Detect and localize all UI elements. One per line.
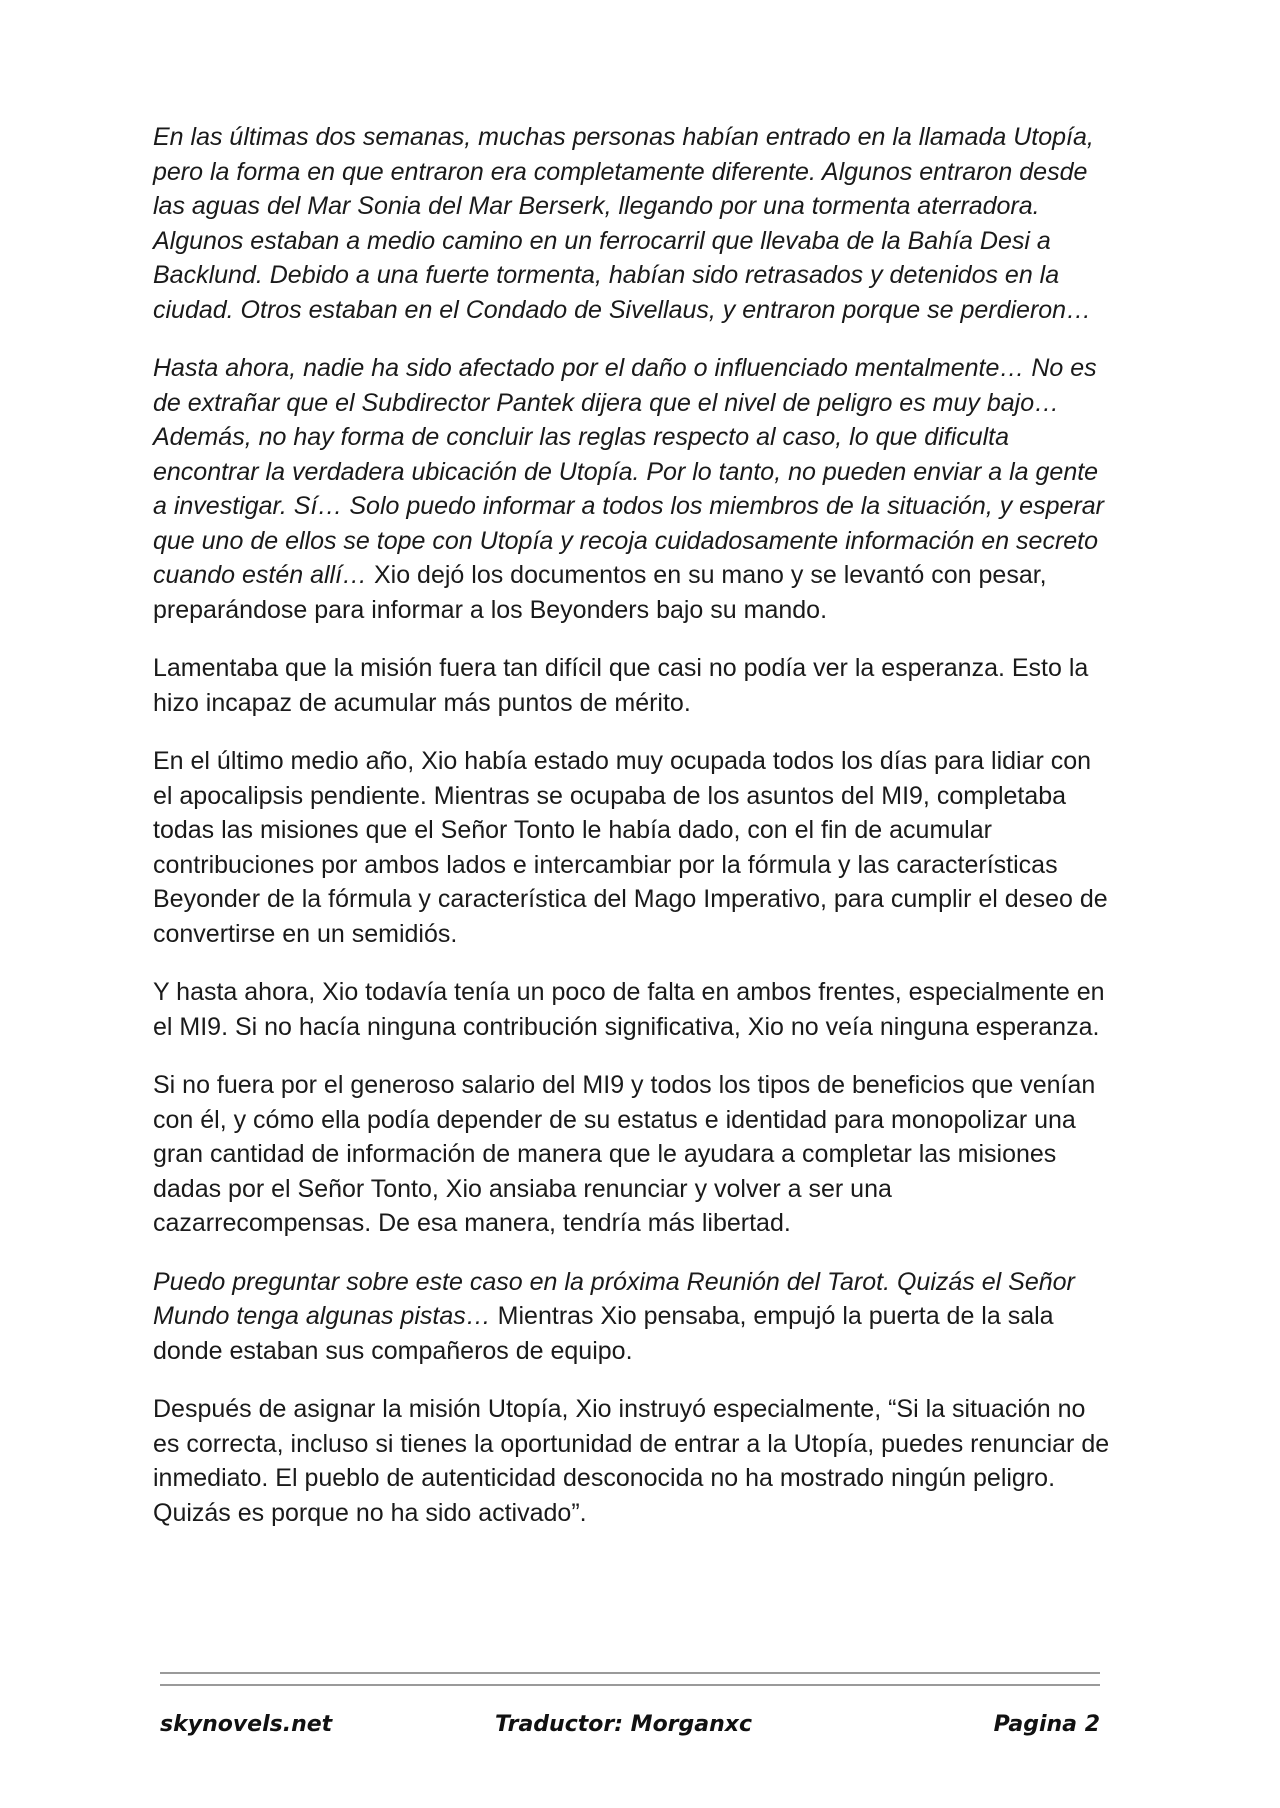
chapter-body [153,120,1113,1554]
paragraph-5 [153,975,1113,1044]
paragraph-6-text: Si no fuera por el generoso salario del MI9 y todos los tipos de beneficios que venían con él, y cómo ella podía depender de su estatus e identidad para monopolizar una gran cantidad de información de manera que le ayudara a completar las misiones dadas por el Señor Tonto, Xio ansiaba renunciar y volver a ser una cazarrecompensas. De esa manera, tendría más libertad. [153,1071,1096,1237]
paragraph-2-italic: Hasta ahora, nadie ha sido afectado por el daño o influenciado mentalmente… No es de extrañar que el Subdirector Pantek dijera que el nivel de peligro es muy bajo… Además, no hay forma de concluir las reglas respecto al caso, lo que dificulta encontrar la verdadera ubicación de Utopía. Por lo tanto, no pueden enviar a la gente a investigar. Sí… Solo puedo informar a todos los miembros de la situación, y esperar que uno de ellos se tope con Utopía y recoja cuidadosamente información en secreto cuando estén allí… [153,354,1104,589]
footer-page-number: Pagina 2 [993,1712,1100,1737]
paragraph-7 [153,1265,1113,1369]
paragraph-5-text: Y hasta ahora, Xio todavía tenía un poco de falta en ambos frentes, especialmente en el MI9. Si no hacía ninguna contribución significativa, Xio no veía ninguna esperanza. [153,978,1105,1041]
paragraph-1-italic: En las últimas dos semanas, muchas personas habían entrado en la llamada Utopía, pero la forma en que entraron era completamente diferente. Algunos entraron desde las aguas del Mar Sonia del Mar Berserk, llegando por una tormenta aterradora. Algunos estaban a medio camino en un ferrocarril que llevaba de la Bahía Desi a Backlund. Debido a una fuerte tormenta, habían sido retrasados y detenidos en la ciudad. Otros estaban en el Condado de Sivellaus, y entraron porque se perdieron… [153,123,1094,324]
paragraph-3-text: Lamentaba que la misión fuera tan difícil que casi no podía ver la esperanza. Esto la hizo incapaz de acumular más puntos de mérito. [153,654,1089,717]
footer-translator: Traductor: Morganxc [495,1712,753,1737]
paragraph-2 [153,351,1113,627]
paragraph-6 [153,1068,1113,1241]
footer-divider-bottom [160,1684,1100,1686]
paragraph-4-text: En el último medio año, Xio había estado muy ocupada todos los días para lidiar con el apocalipsis pendiente. Mientras se ocupaba de los asuntos del MI9, completaba todas las misiones que el Señor Tonto le había dado, con el fin de acumular contribuciones por ambos lados e intercambiar por la fórmula y las características Beyonder de la fórmula y característica del Mago Imperativo, para cumplir el deseo de convertirse en un semidiós. [153,747,1108,948]
footer-site: skynovels.net [160,1712,333,1737]
paragraph-8-text: Después de asignar la misión Utopía, Xio instruyó especialmente, “Si la situación no es correcta, incluso si tienes la oportunidad de entrar a la Utopía, puedes renunciar de inmediato. El pueblo de autenticidad desconocida no ha mostrado ningún peligro. Quizás es porque no ha sido activado”. [153,1395,1110,1527]
paragraph-4 [153,744,1113,951]
paragraph-3 [153,651,1113,720]
paragraph-1 [153,120,1113,327]
paragraph-8 [153,1392,1113,1530]
paragraph-7-regular: Mientras Xio pensaba, empujó la puerta de la sala donde estaban sus compañeros de equipo. [153,1302,1054,1365]
paragraph-2-regular: Xio dejó los documentos en su mano y se levantó con pesar, preparándose para informar a los Beyonders bajo su mando. [153,561,1047,624]
footer-divider-top [160,1672,1100,1674]
paragraph-7-italic: Puedo preguntar sobre este caso en la próxima Reunión del Tarot. Quizás el Señor Mundo tenga algunas pistas… [153,1267,1075,1330]
page-footer [160,1712,1100,1748]
